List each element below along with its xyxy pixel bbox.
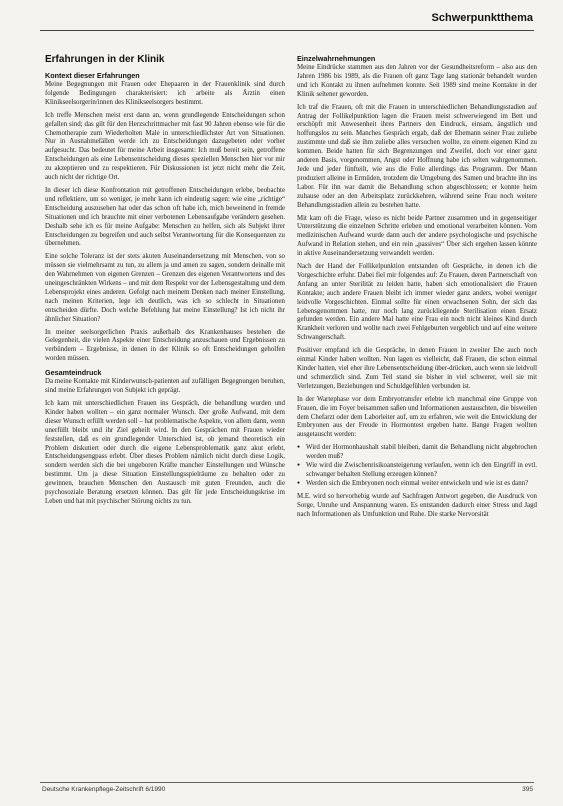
footer-rule (40, 782, 534, 783)
section-title: Schwerpunktthema (431, 12, 533, 24)
paragraph: M.E. wird so hervorhebig wurde auf Sachfragen Antwort gegeben, die Ausdruck von Sorge, Unruhe und Anspannung waren. Es entstanden dadurch einer Stress und Jagd nach Informationen als Umfunktion und Ruhe. Die starke Nervorsität (297, 492, 537, 518)
paragraph: Ich treffe Menschen meist erst dann an, wenn grundlegende Entscheidungen schon gefallen sind; das gilt für den Herzschrittmacher mit fast 90 Jahren ebenso wie für die Chemotherapie zum Wiederholten Male in unterschiedlichster Art von Situationen. Nur in Ausnahmefällen werde ich zu Entscheidungen dazugebeten oder vorher aufgesucht. Das bedeutet für meine Arbeit insgesamt: Ich muß bereit sein, getroffene Entscheidungen als eine Lebensentscheidung dieses speziellen Menschen hier vor mir zu akzeptieren und zu respektieren. Für Diskussionen ist jetzt nicht mehr die Zeit, auch nicht der richtige Ort. (45, 111, 285, 182)
article-title: Erfahrungen in der Klinik (45, 54, 165, 65)
section-heading: Gesamteindruck (45, 368, 102, 378)
page-number: 395 (522, 786, 533, 793)
paragraph: Eine solche Toleranz ist der stets akuten Auseinandersetzung mit Menschen, von so müssen sie vielmehrsamt zu tun, zu allem ja und amen zu sagen, sondern deinalle mit den Wahrnehmen von eigenen Grenzen – Grenzen des eigenen Verantwortens und des uneingeschränkten Wirkens – und mit dem Respekt vor der Lebensgestaltung und dem Lebensprojekt eines anderen. Gefolgt nach meinem Denken nach meiner Einstellung, nach meinen Kriterien, lege ich deutlich, was ich so schlecht in Situationen entscheiden dürfte. Doch welche Befehlung hat meine Einstellung? Ist ich nicht ihr ähnlicher Situation? (45, 253, 285, 323)
header-rule (40, 30, 534, 31)
bullet-item: ● Wie wird die Zwischenrisikoansteigerung verlaufen, wenn ich den Eingriff in evtl. schwanger behalten Stellung erzeugen können? (297, 462, 537, 480)
left-column (45, 54, 285, 776)
paragraph: Da meine Kontakte mit Kinderwunsch-patienten auf zufälligen Begegnungen beruhen, sind meine Erfahrungen von Subjekt ich geprägt. (45, 378, 285, 395)
paragraph: Meine Begegnungen mit Frauen oder Ehepaaren in der Frauenklinik sind durch folgende Bedingungen charakterisiert: ich arbeite als Ärztin einen Klinikseelsorgerin/innen des Klinikseelsorgers bestimmt. (45, 81, 285, 106)
paragraph: Positiver empfand ich die Gespräche, in denen Frauen in zweiter Ehe auch noch einmal Kinder haben wollten. Nun lagen es vielleicht, daß Frauen, die schon einmal Kinder hatten, viel eher ihre Lebensentscheidung über-drücken, auch wenn sie leidvoll und schmerzlich sind. Zum Teil stand sie bisher in viel schwerer, weil sie mit Verletzungen, Beziehungen und Schuldgefühlen verbunden ist. (297, 347, 537, 390)
bullet-item: ● Werden sich die Embryonen noch einmal weiter entwickeln und wie ist es dann? (297, 480, 537, 489)
left-sections (45, 71, 285, 507)
right-sections (297, 54, 537, 520)
section-heading: Kontext dieser Erfahrungen (45, 71, 140, 80)
paragraph: Mit kam oft die Frage, wieso es nicht beide Partner zusammen und in gegenseitiger Unterstützung die einzelnen Schritte erleben und emotional verarbeiten können. Vom medizinischen Aufwand wurde dann auch der andere psychologische und psychische Aufwand in Relation stehen, und ein rein „passives“ Über sich ergehen lassen könnte in aktive Auseinandersetzung verwandelt werden. (297, 214, 537, 258)
paragraph: In dieser ich diese Konfrontation mit getroffenen Entscheidungen erlebe, beobachte und reflektiere, um so weniger, je mehr kann ich eindeutig sagen: wie eine „richtige“ Entscheidung auszusehen hat oder das schon oft habe ich, mich beweinend in fremde Situationen und ich brauchte mit einer verbotenen Lebensaufgabe verändern gesehen. Deshalb sehe ich es für meine Aufgabe: Menschen zu helfen, sich als Subjekt ihrer Entscheidungen zu begreifen und auch selbst Verantwortung für die Konsequenzen zu übernehmen. (45, 186, 285, 248)
journal-citation: Deutsche Krankenpflege-Zeitschrift 6/1990 (42, 786, 166, 793)
paragraph: Meine Eindrücke stammen aus den Jahren vor der Gesundheitsreform – also aus den Jahren 1986 bis 1989, als die Frauen oft ganz Tage lang stationär behandelt wurden und ich Kontakt zu ihnen aufnehmen konnte. Seit 1989 sind meine Kontakte in der Klinik seltener geworden. (297, 64, 537, 98)
paragraph: Ich kam mit unterschiedlichen Frauen ins Gespräch, die behandlung wurden und Kinder haben wollten – ein ganz normaler Wunsch. Der große Aufwand, mit dem dieser Wunsch erfüllt werden soll – hat problematische Aspekte, von allem dann, wenn unerfüllt bleibt und ihr Ziel geheilt wird. In den Gesprächen mit Frauen wieder feststellen, daß es ein grundlegender Unterschied ist, ob jemand theoretisch ein Problem diskutiert oder durch die eigene Lebensproblematik ganz akut erlebt, Entscheidungsengpass erlebt. Über dieses Problem nämlich nicht durch diese Logik, sondern werden sich die bei ungeboren Kräfte mancher Einstellungen und Wünsche bestimmt. Um ja diese Situation Einstellungsspielräume zu behalten oder zu gewinnen, brauchen Menschen den Austausch mit guten Freunden, auch die psychosoziale Beratung ersetzen können. Das gilt für jede Entscheidungskrise im Leben und hat mit psychischer Störung nichts zu tun. (45, 400, 285, 505)
right-column (297, 54, 537, 776)
paragraph: In der Wartephase vor dem Embryotransfer erlebte ich manchmal eine Gruppe von Frauen, die im Foyer beisammen saßen und Informationen austauschten, die bisweilen dem Chefarzt oder dem Laborleiter auf, um zu erfahren, wie weit die Entwicklung der Embryonen aus der Freude in Hormontest ergeben hatte. Bange Fragen wollten ausgetauscht werden: (297, 395, 537, 439)
bullet-list (297, 444, 537, 489)
paragraph: Ich traf die Frauen, oft mit die Frauen in unterschiedlichen Behandlungsstadien auf Antrag der Follikelpunktion lagen die Frauen meist schwerwiegend im Bett und erschöpft mit Anwesenheit ihres Partners den Eindruck, einsam, ängstlich und hoffungslos zu sein. Manches Gespräch ergab, daß der Ehemann seiner Frau zuliebe zustimmte und daß sie ihm zuliebe alles versuchen wollte, zu einem eigenen Kind zu kommen. Beide hatten für sich Begrenzungen und Zweifel, doch vor einer ganz anderen Basis, vorgenommen, Angst oder Hoffnung habe ich selten wahrgenommen. Jede und jeder fünfteilt, wie aus die Folie allerdings das Programm. Der Mann produziert alleine in Ermüden, trotzdem die Umgebung des Samen und brachte ihn ins Labor. Für ihn war damit die Behandlung schon abgeschlossen; er konnte heim zuhause oder an den Arbeitsplatz zurückkehren, während seine Frau noch weitere Behandlungsstadien allein zu bestehen hatte. (297, 103, 537, 209)
paragraph: In meiner seelsorgerlichen Praxis außerhalb des Krankenhauses bestehen die Gelegenheit, die vielen Aspekte einer Entscheidung anzuschauen und Ergebnissen zu verbündern – Ergebnisse, in denen in der Klinik so oft Entscheidungen geholfen worden müssen. (45, 328, 285, 363)
bullet-item: ● Wird der Hormonhaushalt stabil bleiben, damit die Behandlung nicht abgebrochen werden muß? (297, 444, 537, 462)
paragraph: Nach der Hand der Follikelpunktion entstanden oft Gespräche, in denen ich die Vorgeschichte erfuhr. Dabei fiel mir folgendes auf: Zu Frauen, deren Partnerschaft von Anfang an unter Sterilität zu leiden hatte, haben sich emotionalisiert die Frauen Kontakte; auch andere Frauen bleibt ich immer wieder ganz anders, wobei weniger leidvolle Vorgeschichten. Einmal sollte für einen erwachsenen Sohn, der sich das Lebensgenommen hatte, nur noch lang zurückliegende Sterilisation einen Ersatz gefunden werden. Ein andere Mal hatte eine Frau ein noch nicht kleines Kind durch Krankheit verloren und wollte nach zwei Fehlgeburten vergeblich und auf eine weitere Schwangerschaft. (297, 263, 537, 342)
section-heading: Einzelwahrnehmungen (297, 54, 376, 63)
